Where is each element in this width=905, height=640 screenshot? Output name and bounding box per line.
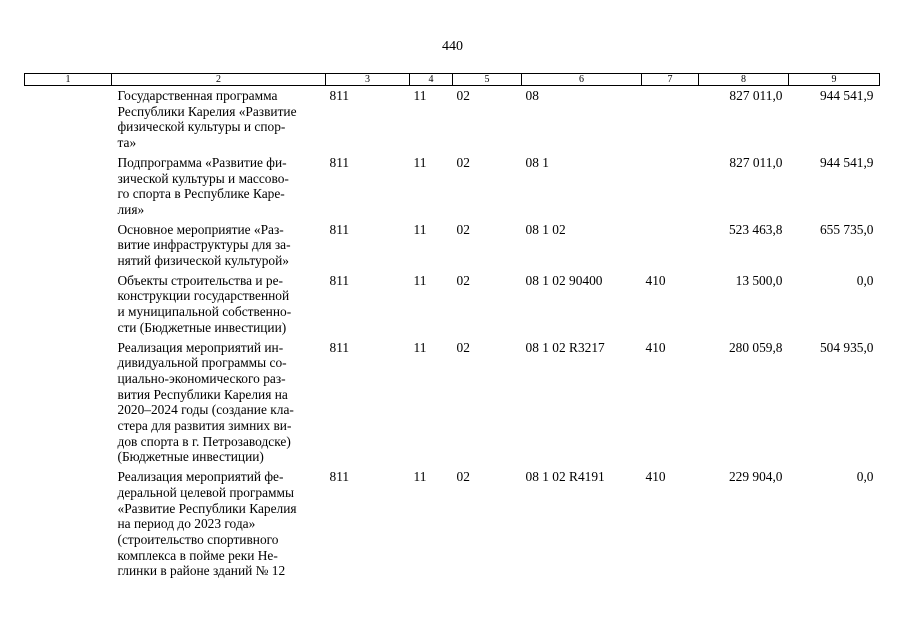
cell-amount-2021: 229 904,0 — [728, 469, 783, 485]
column-header-2: 2 — [112, 74, 326, 86]
name-line: деральной целевой программы — [117, 484, 294, 500]
name-line: Подпрограмма «Развитие фи- — [117, 154, 287, 170]
cell-amount-2022: 504 935,0 — [819, 339, 874, 355]
cell-expense-type: 410 — [645, 339, 666, 355]
column-header-9: 9 — [789, 74, 880, 86]
cell-amount-2022: 0,0 — [856, 272, 874, 288]
name-line: Основное мероприятие «Раз- — [117, 221, 284, 237]
name-line: сти (Бюджетные инвестиции) — [117, 319, 287, 335]
cell-subsection: 02 — [456, 339, 470, 355]
column-header-7: 7 — [642, 74, 699, 86]
cell-name — [112, 220, 326, 271]
cell-expense-type — [642, 86, 699, 153]
column-header-3: 3 — [326, 74, 410, 86]
name-line: «Развитие Республики Карелия — [117, 500, 297, 516]
table-body — [25, 86, 880, 582]
cell-col1 — [25, 153, 112, 220]
cell-code: 811 — [329, 339, 350, 355]
column-header-4: 4 — [410, 74, 453, 86]
name-line: стера для развития зимних ви- — [117, 418, 292, 434]
cell-code: 811 — [329, 88, 350, 103]
name-line: глинки в районе зданий № 12 — [117, 563, 286, 579]
table-row — [25, 338, 880, 468]
name-line: (строительство спортивного — [117, 531, 279, 547]
name-line: конструкции государственной — [117, 288, 290, 304]
cell-target-article: 08 1 02 — [525, 221, 566, 237]
name-line: на период до 2023 года» — [117, 516, 256, 532]
column-header-6: 6 — [522, 74, 642, 86]
cell-code: 811 — [329, 221, 350, 237]
cell-amount-2022: 0,0 — [856, 469, 874, 485]
cell-code: 811 — [329, 272, 350, 288]
name-line: витие инфраструктуры для за- — [117, 237, 291, 253]
name-line: вития Республики Карелия на — [117, 386, 288, 402]
cell-amount-2021: 827 011,0 — [729, 88, 783, 103]
name-line: го спорта в Республике Каре- — [117, 186, 285, 202]
cell-amount-2021: 523 463,8 — [728, 221, 783, 237]
cell-section: 11 — [413, 88, 427, 103]
cell-amount-2022: 655 735,0 — [819, 221, 874, 237]
cell-subsection: 02 — [456, 154, 470, 170]
column-header-8: 8 — [699, 74, 789, 86]
name-line: и муниципальной собственно- — [117, 304, 292, 320]
name-line: Реализация мероприятий фе- — [117, 469, 284, 485]
cell-section: 11 — [413, 339, 427, 355]
cell-target-article: 08 1 02 90400 — [525, 272, 603, 288]
cell-amount-2021: 280 059,8 — [728, 339, 783, 355]
cell-amount-2022: 944 541,9 — [819, 88, 874, 103]
name-line: дивидуальной программы со- — [117, 355, 287, 371]
cell-section: 11 — [413, 469, 427, 485]
name-line: лия» — [117, 201, 145, 217]
name-line: (Бюджетные инвестиции) — [117, 449, 264, 465]
name-line: дов спорта в г. Петрозаводске) — [117, 433, 291, 449]
table-row — [25, 271, 880, 338]
cell-expense-type: 410 — [645, 469, 666, 485]
cell-section: 11 — [413, 221, 427, 237]
table-row — [25, 153, 880, 220]
cell-expense-type — [642, 220, 699, 271]
cell-name — [112, 338, 326, 468]
cell-amount-2021: 13 500,0 — [735, 272, 783, 288]
cell-code: 811 — [329, 154, 350, 170]
cell-col1 — [25, 86, 112, 153]
table-header — [25, 74, 880, 86]
name-line: 2020–2024 годы (создание кла- — [117, 402, 294, 418]
cell-amount-2022: 944 541,9 — [819, 154, 874, 170]
cell-target-article: 08 — [525, 88, 539, 103]
table-row — [25, 86, 880, 153]
header-row — [25, 74, 880, 86]
page-number: 440 — [442, 39, 463, 54]
cell-code: 811 — [329, 469, 350, 485]
column-header-1: 1 — [25, 74, 112, 86]
table-row — [25, 220, 880, 271]
table-row — [25, 467, 880, 581]
name-line: зической культуры и массово- — [117, 170, 289, 186]
cell-target-article: 08 1 02 R4191 — [525, 469, 605, 485]
cell-col1 — [25, 220, 112, 271]
name-line: физической культуры и спор- — [117, 119, 286, 135]
cell-subsection: 02 — [456, 88, 470, 103]
cell-name — [112, 467, 326, 581]
name-line: Государственная программа — [117, 88, 278, 103]
name-line: циально-экономического раз- — [117, 370, 286, 386]
cell-name — [112, 86, 326, 153]
cell-target-article: 08 1 02 R3217 — [525, 339, 605, 355]
cell-target-article: 08 1 — [525, 154, 549, 170]
cell-section: 11 — [413, 154, 427, 170]
cell-col1 — [25, 271, 112, 338]
name-line: та» — [117, 135, 137, 151]
cell-expense-type: 410 — [645, 272, 666, 288]
cell-subsection: 02 — [456, 272, 470, 288]
cell-subsection: 02 — [456, 469, 470, 485]
cell-amount-2021: 827 011,0 — [729, 154, 783, 170]
cell-col1 — [25, 338, 112, 468]
name-line: комплекса в пойме реки Не- — [117, 547, 278, 563]
name-line: Республики Карелия «Развитие — [117, 103, 297, 119]
column-header-5: 5 — [453, 74, 522, 86]
name-line: Реализация мероприятий ин- — [117, 339, 284, 355]
cell-subsection: 02 — [456, 221, 470, 237]
cell-section: 11 — [413, 272, 427, 288]
cell-name — [112, 153, 326, 220]
cell-col1 — [25, 467, 112, 581]
budget-table — [24, 73, 880, 581]
cell-name — [112, 271, 326, 338]
cell-expense-type — [642, 153, 699, 220]
name-line: Объекты строительства и ре- — [117, 272, 283, 288]
name-line: нятий физической культурой» — [117, 253, 289, 269]
